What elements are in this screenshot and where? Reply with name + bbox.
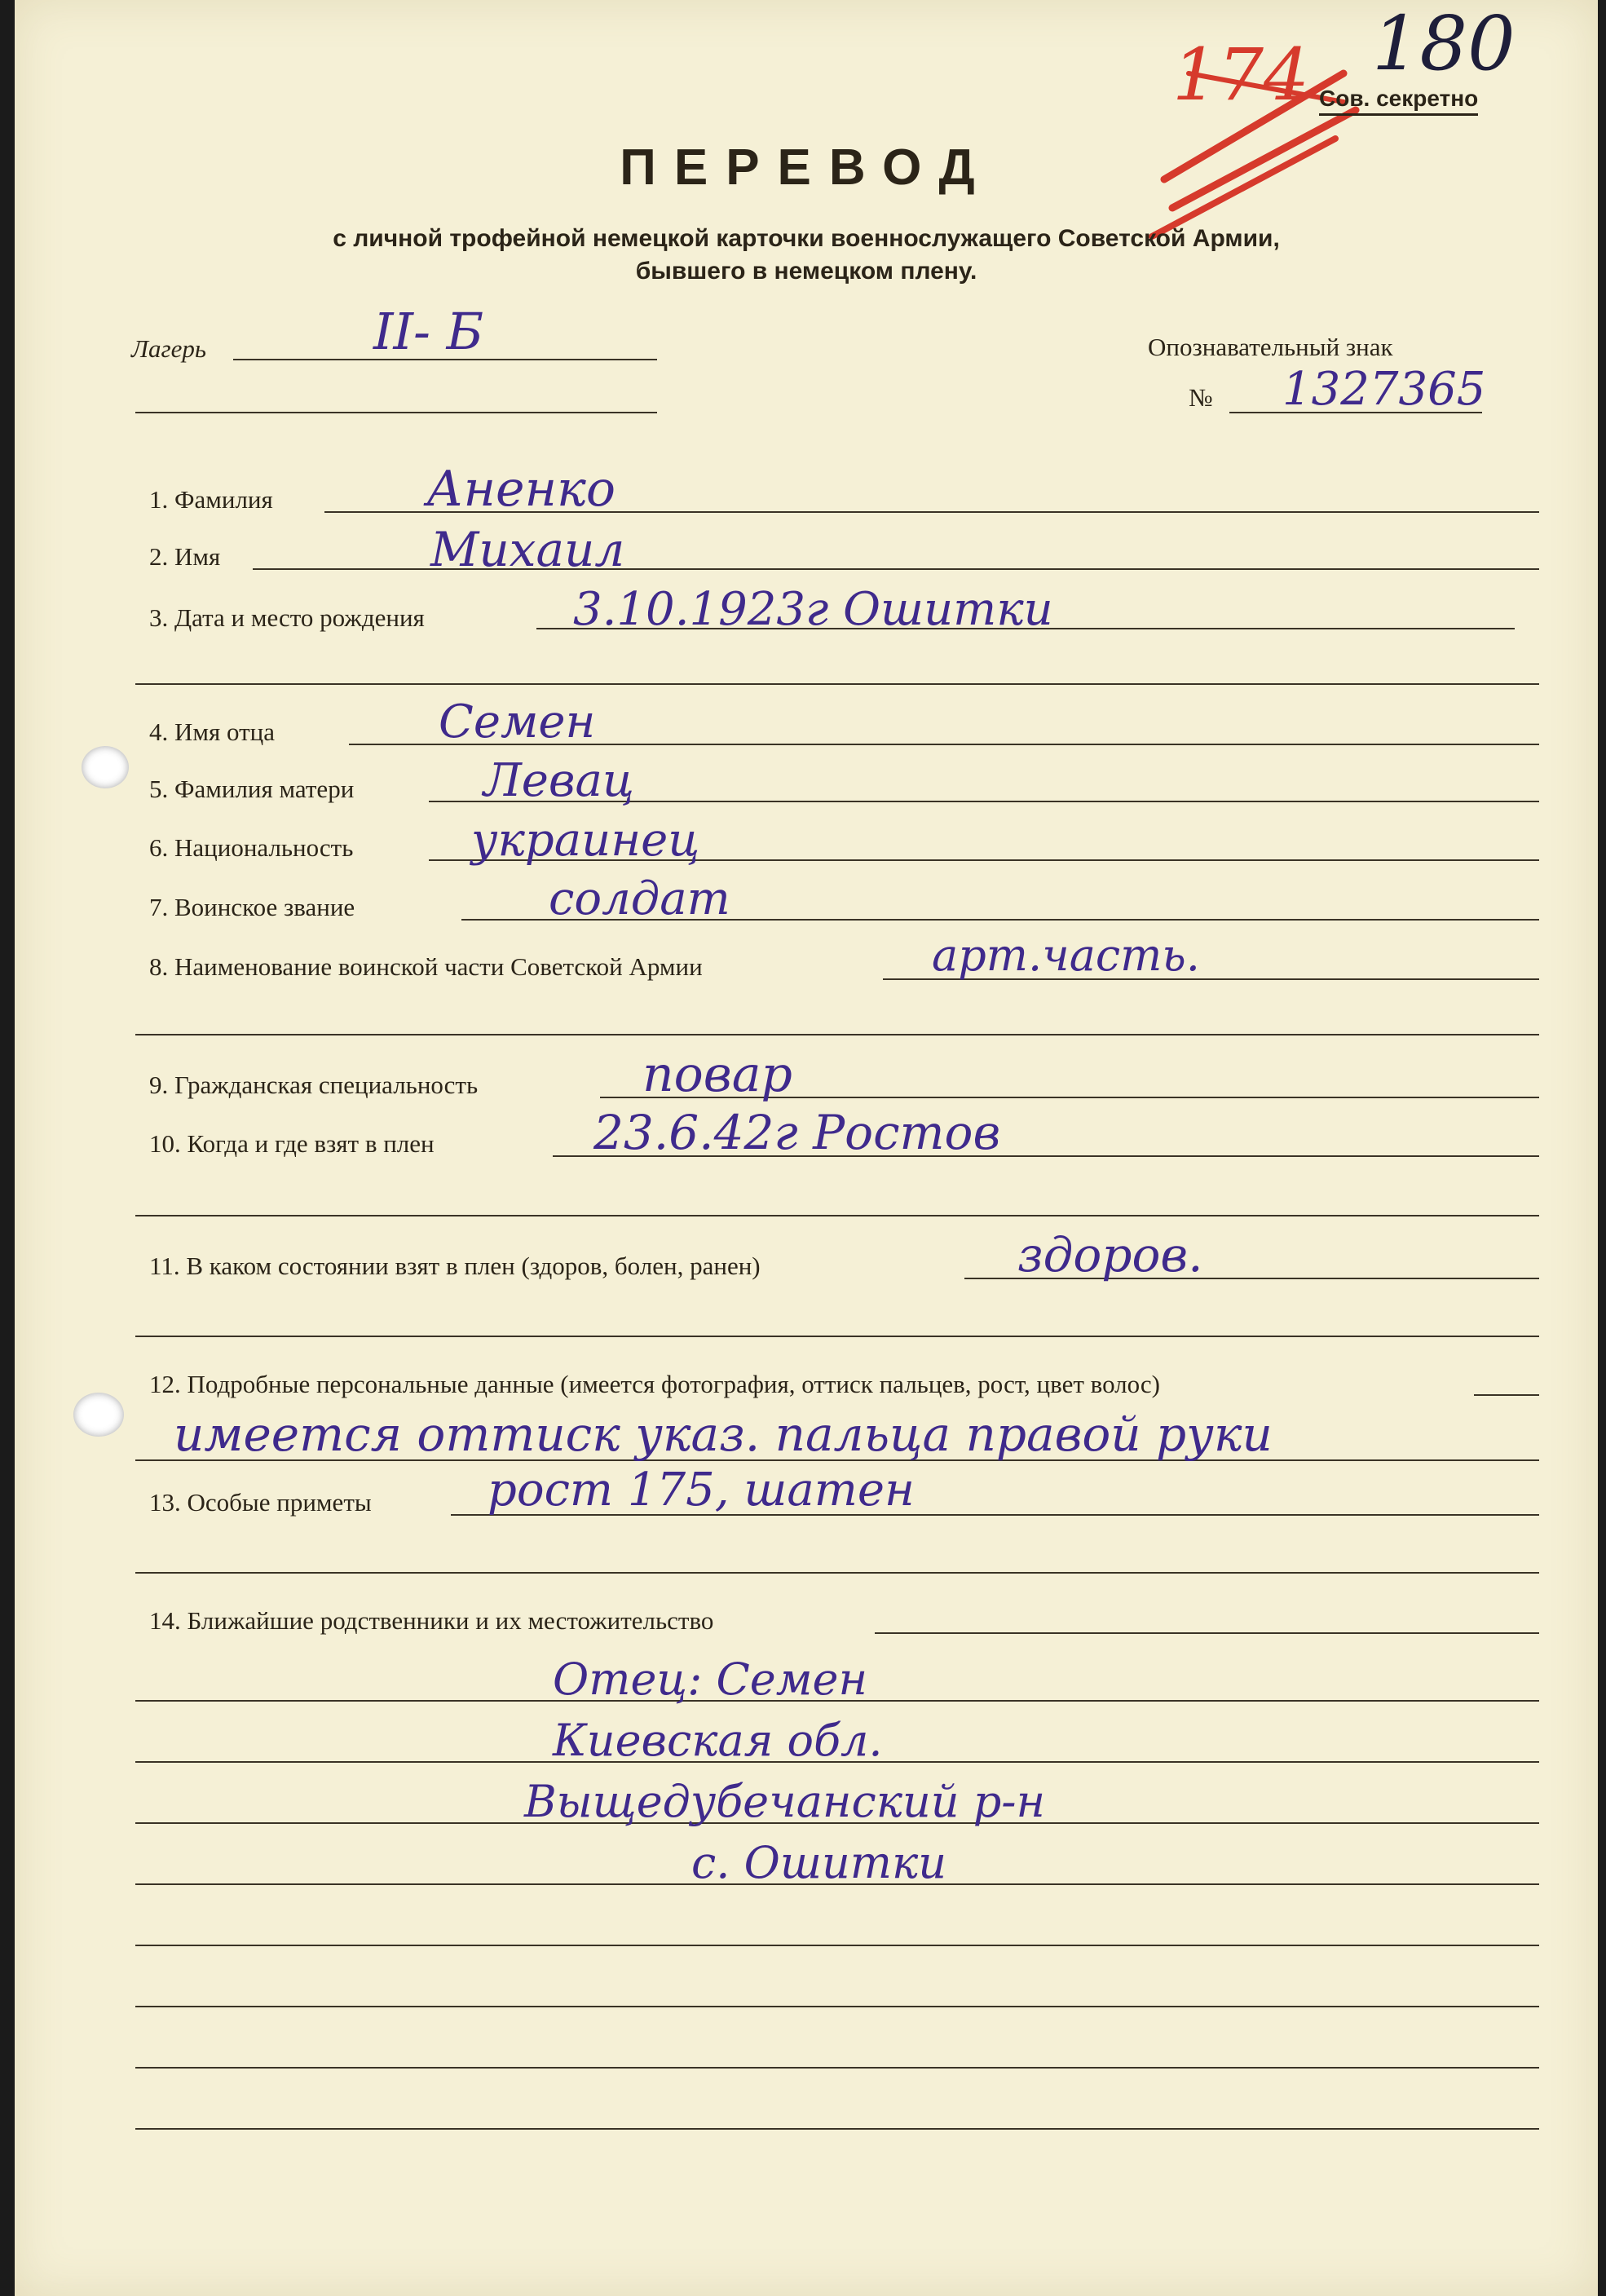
- relatives-line-value-1: Отец: Семен: [553, 1654, 868, 1705]
- field-label-11: 11. В каком состоянии взят в плен (здоров, болен, ранен): [149, 1252, 761, 1280]
- field-value-6: украинец: [471, 814, 700, 867]
- field-label-4: 4. Имя отца: [149, 718, 276, 746]
- field-line-12: [1474, 1394, 1539, 1396]
- field-label-6: 6. Национальность: [149, 833, 354, 862]
- field-value-12: имеется оттиск указ. пальца правой руки: [174, 1406, 1273, 1462]
- field-label-2: 2. Имя: [149, 542, 221, 571]
- relatives-line-8: [135, 2128, 1539, 2130]
- relatives-line-6: [135, 2006, 1539, 2007]
- field-label-10: 10. Когда и где взят в плен: [149, 1129, 435, 1158]
- id-mark-value: 1327365: [1282, 363, 1486, 416]
- field-line-13b: [135, 1572, 1539, 1574]
- document-subtitle-line1: с личной трофейной немецкой карточки военнослужащего Советской Армии,: [333, 225, 1280, 252]
- camp-label: Лагерь: [131, 334, 206, 363]
- punch-hole-bottom: [73, 1393, 124, 1437]
- classification-stamp: Сов. секретно: [1319, 86, 1478, 116]
- id-mark-label: Опознавательный знак: [1148, 333, 1393, 361]
- id-mark-number-label: №: [1189, 383, 1213, 412]
- field-label-13: 13. Особые приметы: [149, 1488, 372, 1517]
- field-label-14: 14. Ближайшие родственники и их местожительство: [149, 1606, 714, 1635]
- field-value-2: Михаил: [430, 522, 625, 577]
- field-label-12: 12. Подробные персональные данные (имеется фотография, оттиск пальцев, рост, цвет волос): [149, 1370, 1160, 1398]
- punch-hole-top: [82, 746, 129, 788]
- crossed-page-number: 174: [1172, 33, 1309, 117]
- field-value-8: арт.часть.: [932, 929, 1200, 981]
- field-value-11: здоров.: [1017, 1227, 1203, 1283]
- field-value-10: 23.6.42г Ростов: [593, 1105, 1001, 1160]
- document-subtitle-line2: бывшего в немецком плену.: [635, 258, 977, 285]
- field-label-7: 7. Воинское звание: [149, 893, 355, 921]
- document-page: [15, 0, 1598, 2296]
- camp-value: II- Б: [373, 302, 484, 361]
- field-label-9: 9. Гражданская специальность: [149, 1071, 479, 1099]
- field-line-8b: [135, 1034, 1539, 1035]
- field-line-3b: [135, 683, 1539, 685]
- page-number: 180: [1372, 0, 1516, 87]
- relatives-line-7: [135, 2067, 1539, 2069]
- relatives-line-value-3: Выщедубечанский р-н: [524, 1776, 1046, 1827]
- document-title: ПЕРЕВОД: [620, 139, 993, 196]
- field-value-3: 3.10.1923г Ошитки: [573, 583, 1053, 636]
- relatives-line-value-4: с. Ошитки: [691, 1837, 947, 1888]
- field-line-14: [875, 1632, 1539, 1634]
- field-label-1: 1. Фамилия: [149, 485, 273, 514]
- field-line-11b: [135, 1336, 1539, 1337]
- field-value-13: рост 175, шатен: [488, 1464, 915, 1517]
- field-value-4: Семен: [439, 695, 596, 748]
- field-value-5: Левац: [483, 754, 634, 807]
- camp-line-2: [135, 412, 657, 413]
- field-label-8: 8. Наименование воинской части Советской Армии: [149, 952, 703, 981]
- field-line-10b: [135, 1215, 1539, 1216]
- relatives-line-5: [135, 1945, 1539, 1946]
- field-value-9: повар: [642, 1046, 792, 1103]
- field-value-1: Аненко: [426, 461, 615, 518]
- relatives-line-value-2: Киевская обл.: [553, 1715, 883, 1766]
- field-value-7: солдат: [549, 872, 730, 925]
- field-label-5: 5. Фамилия матери: [149, 775, 355, 803]
- field-label-3: 3. Дата и место рождения: [149, 603, 425, 632]
